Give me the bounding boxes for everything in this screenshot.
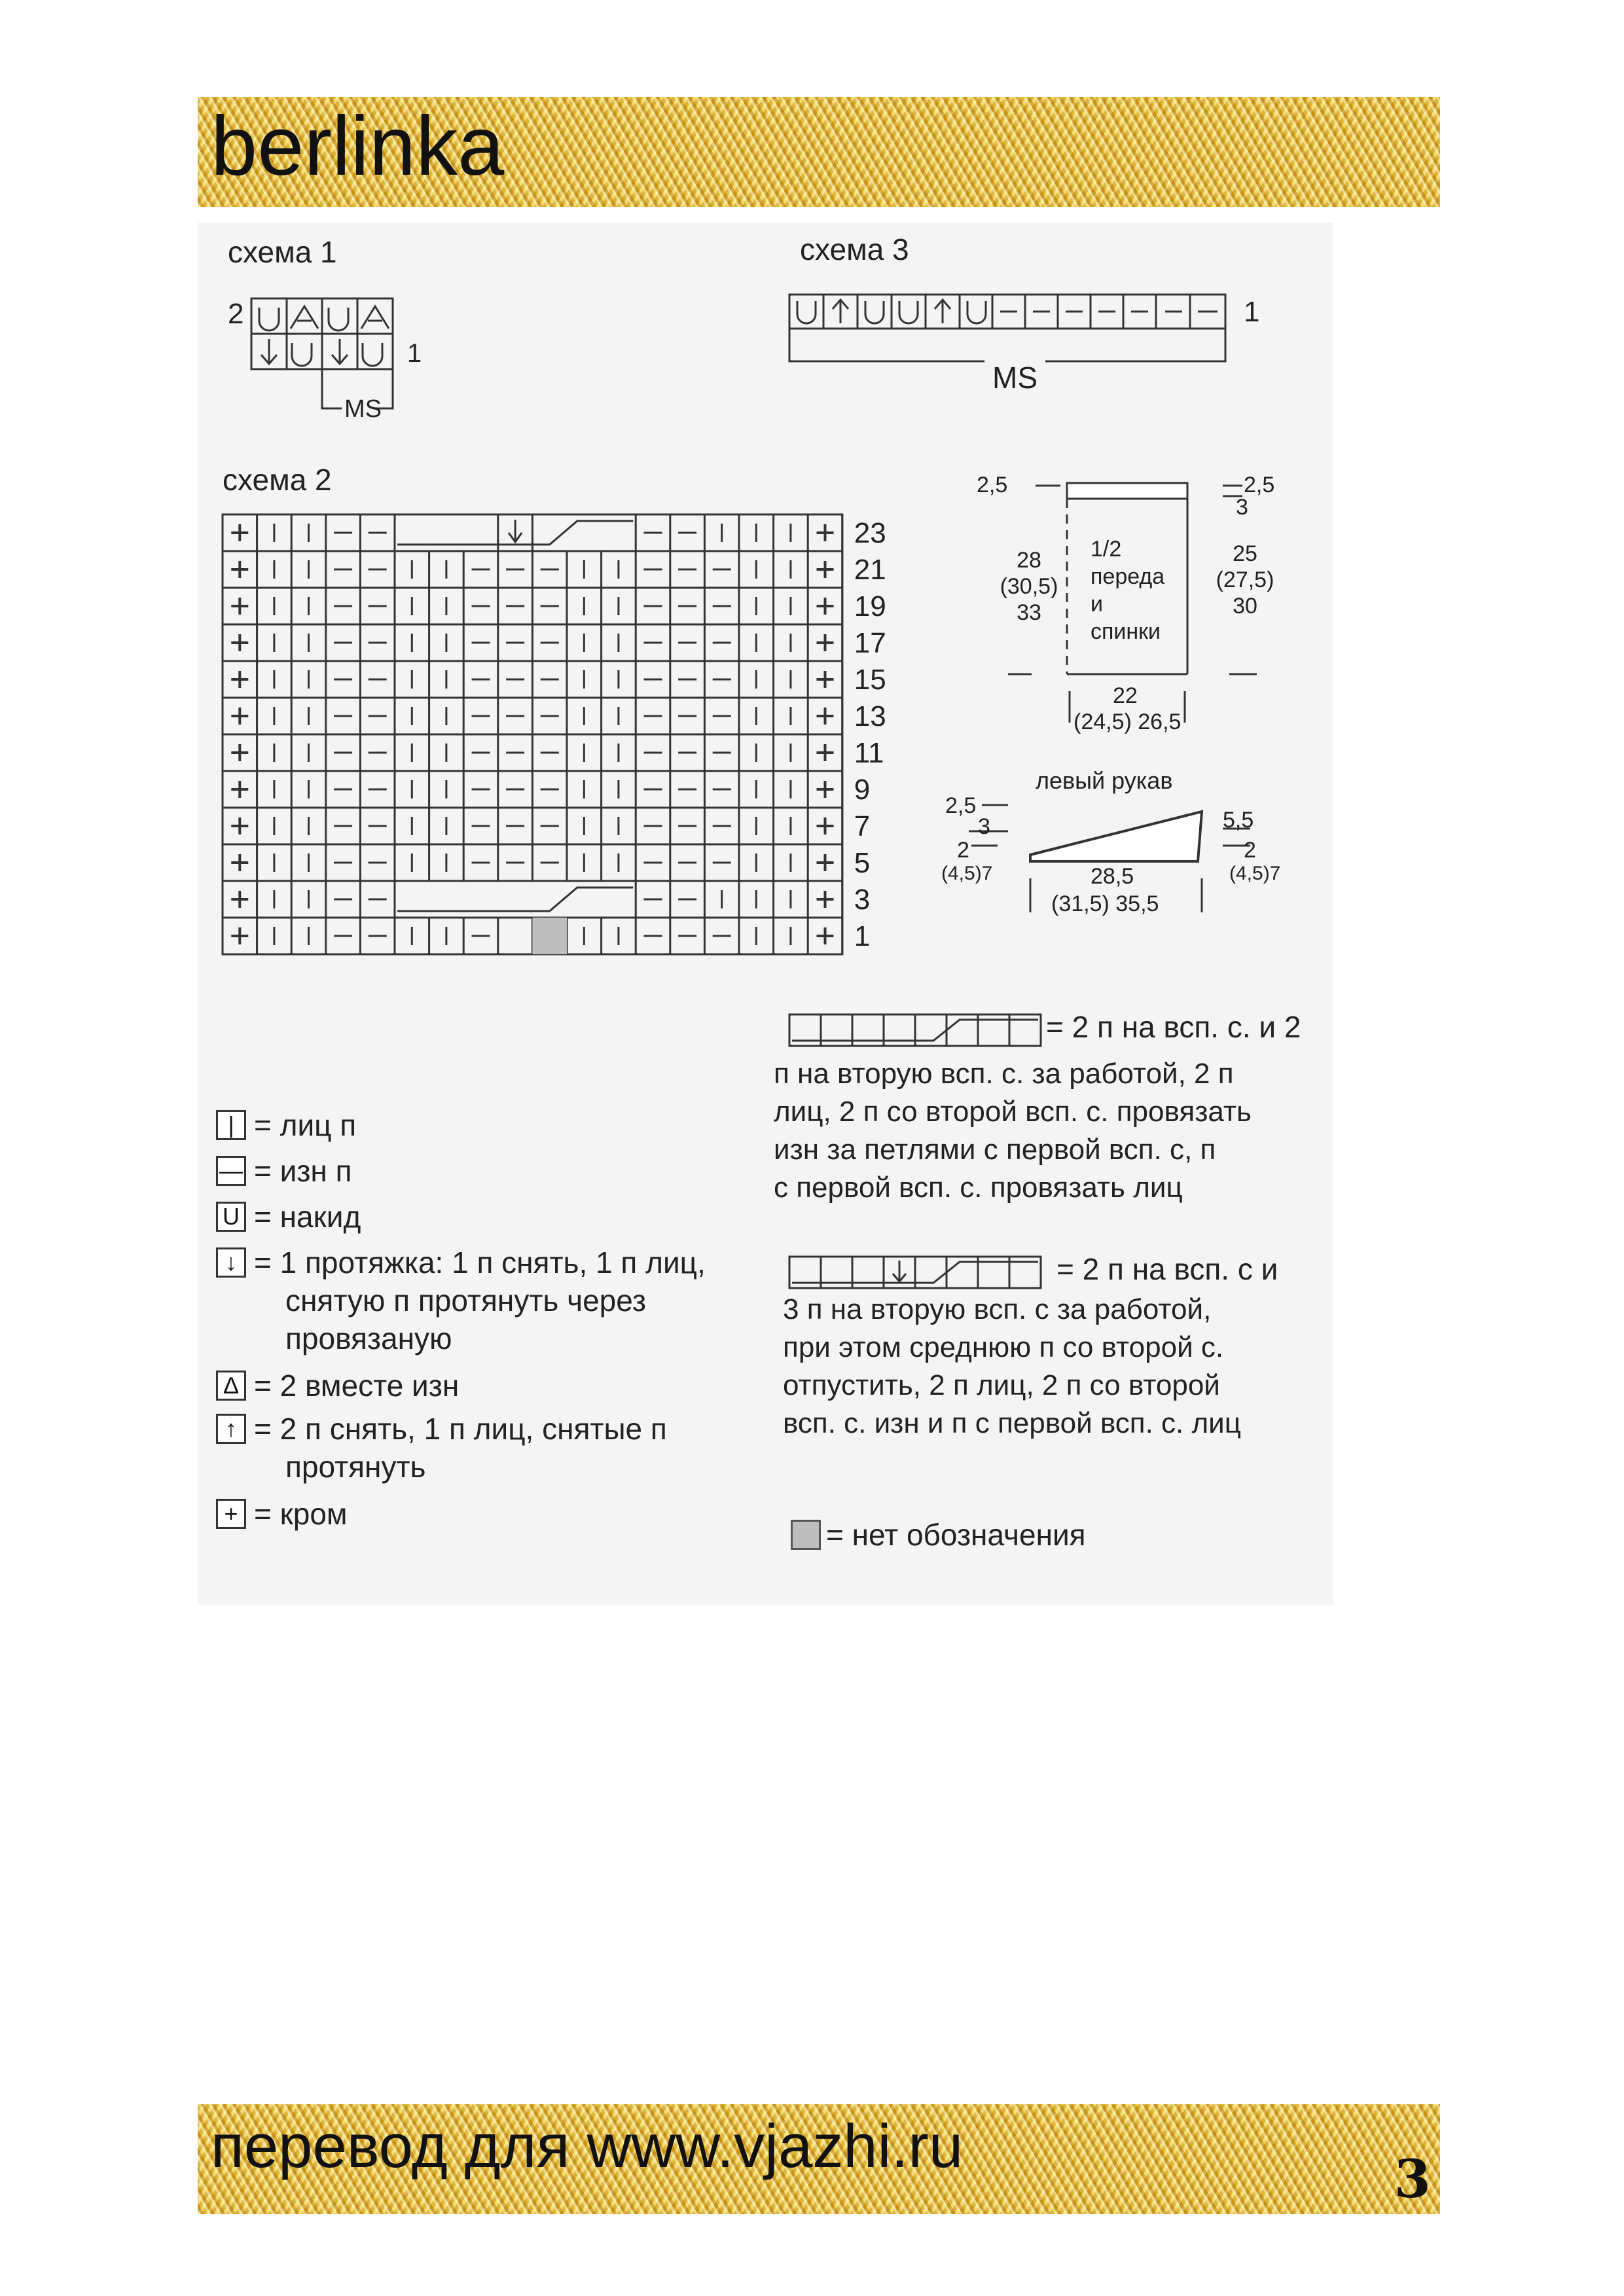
cable2-line2: при этом среднюю п со второй с.: [783, 1331, 1224, 1363]
body-top-left: 2,5: [977, 473, 1008, 497]
brand-title: berlinka: [211, 99, 505, 193]
cable2-first-line: = 2 п на всп. с и: [1056, 1252, 1278, 1286]
body-top-right: 2,5: [1244, 473, 1275, 497]
scheme2-row-number: 17: [854, 627, 886, 659]
cable2-line4: всп. с. изн и п с первой всп. с. лиц: [783, 1407, 1241, 1439]
sleeve-title: левый рукав: [1036, 767, 1173, 794]
footer-text: перевод для www.vjazhi.ru: [211, 2111, 964, 2180]
scheme1-title: схема 1: [228, 235, 337, 269]
body-top-right-sub: 3: [1236, 495, 1248, 520]
sleeve-left-bottom: (4,5)7: [941, 863, 993, 884]
selvage-symbol-icon: +: [216, 1499, 246, 1529]
scheme2-chart: [223, 514, 844, 960]
cable2-line3: отпустить, 2 п лиц, 2 п со второй: [783, 1369, 1220, 1401]
scheme1-row1-label: 1: [407, 339, 422, 368]
knit-symbol-icon: |: [216, 1110, 246, 1140]
legend-selvage: = кром: [254, 1497, 348, 1531]
sleeve-width: 28,5: [1091, 864, 1134, 889]
body-inner-label: 1/2 переда и спинки: [1091, 537, 1165, 644]
cable1-line3: изн за петлями с первой всп. с, п: [774, 1134, 1216, 1166]
cable1-line1: п на вторую всп. с. за работой, 2 п: [774, 1058, 1234, 1090]
legend-slip-knit-pass: = 1 протяжка: 1 п снять, 1 п лиц,: [254, 1246, 706, 1280]
body-width-sub: (24,5) 26,5: [1074, 709, 1182, 734]
purl-symbol-icon: —: [216, 1156, 246, 1186]
slip-knit-pass-symbol-icon: ↓: [216, 1247, 246, 1278]
legend-knit: = лиц п: [254, 1108, 357, 1142]
sleeve-width-sub: (31,5) 35,5: [1051, 891, 1159, 916]
legend-purl: = изн п: [254, 1154, 352, 1188]
scheme2-row-number: 19: [854, 590, 886, 622]
scheme1-row2-label: 2: [228, 298, 244, 330]
cable2-line1: 3 п на вторую всп. с за работой,: [783, 1293, 1212, 1325]
scheme2-row-number: 23: [854, 517, 886, 549]
cable2-symbol-icon: [789, 1254, 1051, 1293]
double-decrease-symbol-icon: ↑: [216, 1414, 246, 1444]
body-width: 22: [1113, 683, 1138, 708]
legend-no-stitch: = нет обозначения: [826, 1518, 1086, 1552]
legend-slip-knit-pass-cont1: снятую п протянуть через: [285, 1283, 646, 1318]
body-right-dims: 25 (27,5) 30: [1216, 541, 1274, 619]
scheme2-row-number: 7: [854, 810, 871, 842]
page-number: 3: [1394, 2148, 1431, 2210]
legend-double-decrease: = 2 п снять, 1 п лиц, снятые п: [254, 1412, 667, 1446]
legend-double-decrease-cont: протянуть: [285, 1450, 426, 1484]
yarn-over-symbol-icon: U: [216, 1202, 246, 1232]
scheme2-row-number: 9: [854, 774, 871, 806]
scheme2-row-number: 15: [854, 664, 886, 696]
cable1-symbol-icon: [789, 1012, 1051, 1051]
scheme2-row-number: 13: [854, 700, 886, 732]
sleeve-right-mid: 2: [1244, 838, 1256, 863]
body-left-dims: 28 (30,5) 33: [1000, 548, 1058, 625]
sleeve-left-top: 2,5: [945, 793, 977, 818]
cable1-line2: лиц, 2 п со второй всп. с. провязать: [774, 1096, 1252, 1128]
cable1-line4: с первой всп. с. провязать лиц: [774, 1172, 1183, 1204]
scheme2-row-number: 21: [854, 554, 886, 586]
scheme3-title: схема 3: [800, 232, 909, 266]
scheme2-title: схема 2: [223, 463, 332, 497]
scheme2-row-number: 5: [854, 847, 871, 879]
legend-purl-two-together: = 2 вместе изн: [254, 1369, 460, 1403]
sleeve-right-top: 5,5: [1223, 808, 1254, 833]
sleeve-right-bottom: (4,5)7: [1229, 863, 1281, 884]
legend-yarn-over: = накид: [254, 1200, 361, 1234]
scheme1-ms-label: MS: [344, 395, 382, 423]
purl-two-together-symbol-icon: ∆: [216, 1371, 246, 1401]
legend-slip-knit-pass-cont2: провязаную: [285, 1321, 452, 1355]
sleeve-left-low: 2: [957, 838, 969, 863]
scheme3-row-label: 1: [1244, 296, 1260, 328]
sleeve-left-mid: 3: [978, 814, 990, 839]
scheme2-row-number: 11: [854, 737, 884, 769]
no-stitch-symbol-icon: [791, 1520, 821, 1550]
scheme2-row-number: 3: [854, 884, 871, 916]
scheme3-ms-label: MS: [984, 360, 1045, 395]
cable1-first-line: = 2 п на всп. с. и 2: [1046, 1010, 1301, 1044]
scheme2-row-number: 1: [854, 920, 871, 952]
